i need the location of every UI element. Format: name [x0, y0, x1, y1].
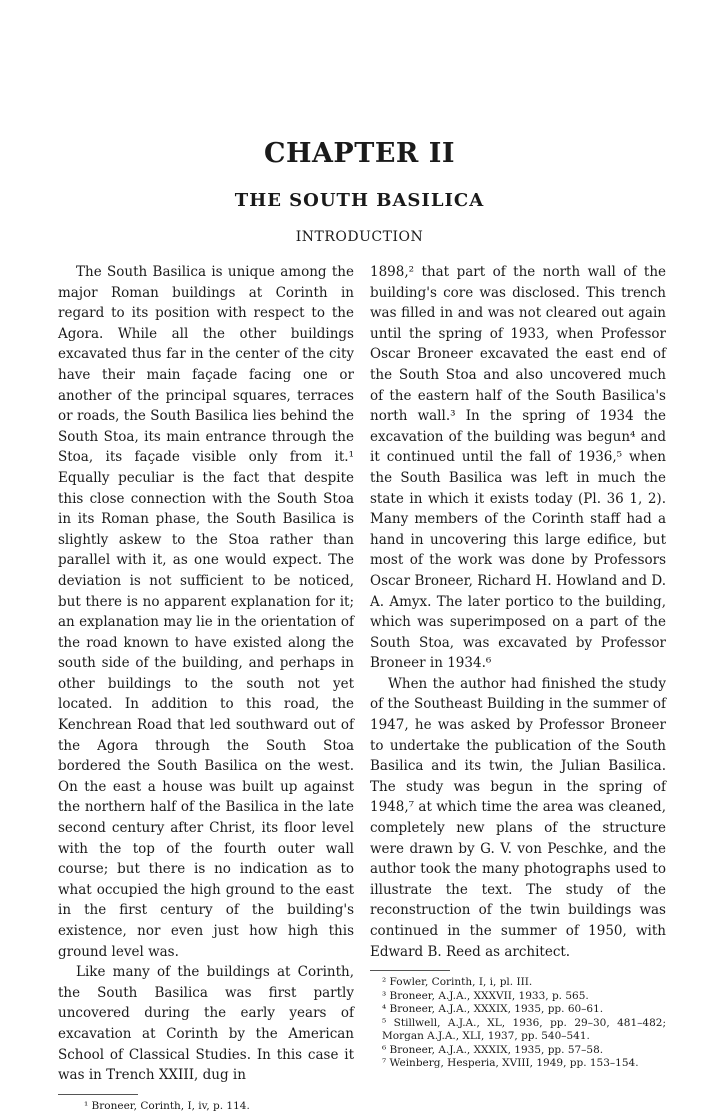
paragraph: 1898,² that part of the north wall of the building's core was disclosed. This trench was filled in and was not cleared out again until the spring of 1933, when Professor Oscar Broneer excavated the east end of the South Stoa and also uncovered much of the eastern half of the South Basilica's north wall.³ In the spring of 1934 the excavation of the building was begun⁴ and it continued until the fall of 1936,⁵ when the South Basilica was left in much the state in which it exists today (Pl. 36 1, 2). Many members of the Corinth staff had a hand in uncovering this large edifice, but most of the work was done by Professors Oscar Broneer, Richard H. Howland and D. A. Amyx. The later portico to the building, which was superimposed on a part of the South Stoa, was excavated by Professor Broneer in 1934.⁶ [370, 264, 666, 672]
footnote: ⁶ Broneer, A.J.A., XXXIX, 1935, pp. 57–58. [382, 1043, 604, 1056]
chapter-title: THE SOUTH BASILICA [234, 190, 485, 211]
footnote-rule [58, 1094, 138, 1095]
footnote: ⁷ Weinberg, Hesperia, XVIII, 1949, pp. 153–154. [382, 1057, 639, 1070]
footnote: ¹ Broneer, Corinth, I, iv, p. 114. [84, 1099, 250, 1112]
footnote: ⁵ Stillwell, A.J.A., XL, 1936, pp. 29–30, 481–482; Morgan A.J.A., XLI, 1937, pp. 540–541. [382, 1016, 666, 1043]
left-column [58, 262, 354, 1113]
chapter-heading: CHAPTER II [263, 138, 456, 169]
footnote-list [370, 976, 666, 1071]
right-column [370, 262, 666, 1071]
footnote: ² Fowler, Corinth, I, i, pl. III. [382, 976, 533, 989]
footnote: ⁴ Broneer, A.J.A., XXXIX, 1935, pp. 60–61. [382, 1003, 604, 1016]
footnote-rule [370, 970, 450, 971]
paragraph: The South Basilica is unique among the major Roman buildings at Corinth in regard to its position with respect to the Agora. While all the other buildings excavated thus far in the center of the city have their main façade facing one or another of the principal squares, terraces or roads, the South Basilica lies behind the South Stoa, its main entrance through the Stoa, its façade visible only from it.¹ Equally peculiar is the fact that despite this close connection with the South Stoa in its Roman phase, the South Basilica is slightly askew to the Stoa rather than parallel with it, as one would expect. The deviation is not sufficient to be noticed, but there is no apparent explanation for it; an explanation may lie in the orientation of the road known to have existed along the south side of the building, and perhaps in other buildings to the south not yet located. In addition to this road, the Kenchrean Road that led southward out of the Agora through the South Stoa bordered the South Basilica on the west. On the east a house was built up against the northern half of the Basilica in the late second century after Christ, its floor level with the top of the fourth outer wall course; but there is no indication as to what occupied the high ground to the east in the first century of the building's existence, nor even just how high this ground level was. [58, 264, 354, 960]
footnote: ³ Broneer, A.J.A., XXXVII, 1933, p. 565. [382, 989, 589, 1002]
paragraph: Like many of the buildings at Corinth, the South Basilica was first partly uncovered during the early years of excavation at Corinth by the American School of Classical Studies. In this case it was in Trench XXIII, dug in [58, 964, 354, 1084]
paragraph: When the author had finished the study of the Southeast Building in the summer of 1947, he was asked by Professor Broneer to undertake the publication of the South Basilica and its twin, the Julian Basilica. The study was begun in the spring of 1948,⁷ at which time the area was cleaned, completely new plans of the structure were drawn by G. V. von Peschke, and the author took the many photographs used to illustrate the text. The study of the reconstruction of the twin buildings was continued in the summer of 1950, with Edward B. Reed as architect. [370, 675, 666, 960]
section-heading: INTRODUCTION [295, 229, 424, 245]
